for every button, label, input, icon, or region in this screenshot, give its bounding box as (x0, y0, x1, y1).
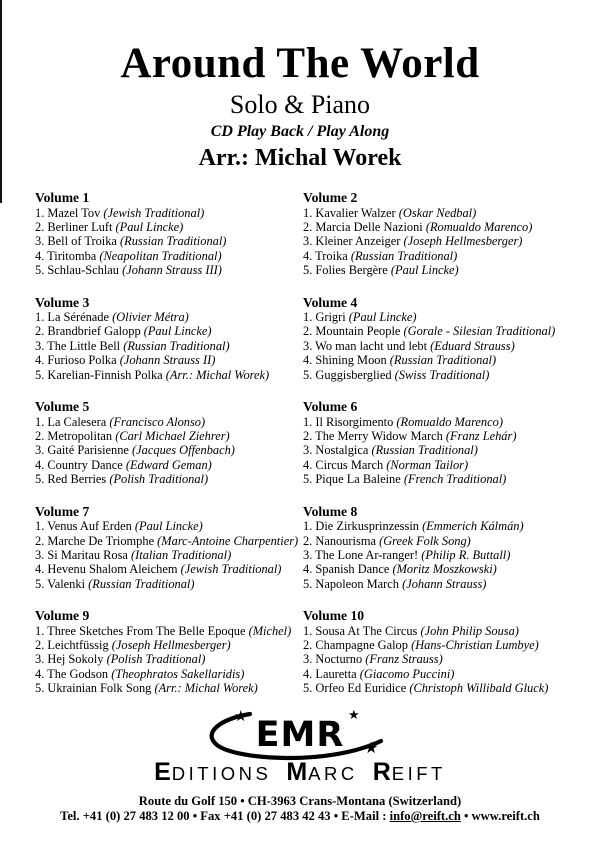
track-credit: (Franz Lehár) (445, 428, 517, 443)
track-title: 2. Leichtfüssig (35, 638, 112, 653)
volume-block-5 (35, 400, 303, 487)
track-title: 4. Troika (303, 248, 351, 263)
track-item (303, 681, 582, 695)
track-item (35, 519, 303, 533)
track-item (303, 415, 582, 429)
track-title: 3. Hej Sokoly (35, 652, 107, 667)
track-item (35, 353, 303, 367)
brand-rest: EIFT (391, 763, 446, 784)
track-title: 4. Tiritomba (35, 248, 100, 263)
emr-logo (195, 706, 405, 766)
track-credit: (Gorale - Silesian Traditional) (403, 324, 556, 339)
track-credit: (Polish Traditional) (106, 652, 206, 667)
track-credit: (Russian Traditional) (123, 338, 230, 353)
track-title: 5. Orfeo Ed Euridice (303, 681, 410, 696)
track-credit: (Olivier Métra) (112, 310, 189, 325)
track-item (303, 472, 582, 486)
track-item (303, 624, 582, 638)
track-title: 4. The Godson (35, 666, 112, 681)
track-item (35, 443, 303, 457)
track-item (35, 310, 303, 324)
track-credit: (Neapolitan Traditional) (99, 248, 222, 263)
volume-heading: Volume 2 (303, 190, 358, 205)
track-title: 1. Die Zirkusprinzessin (303, 519, 423, 534)
track-title: 3. The Lone Ar-ranger! (303, 547, 422, 562)
editions-marc-reift-wordmark (0, 758, 600, 787)
star-icon: ★ (234, 707, 248, 725)
track-credit: (French Traditional) (403, 472, 507, 487)
track-credit: (Norman Tailor) (386, 457, 469, 472)
track-title: 1. Il Risorgimento (303, 414, 397, 429)
track-item (35, 652, 303, 666)
brand-initial: R (372, 758, 392, 786)
track-item (303, 562, 582, 576)
track-credit: (Marc-Antoine Charpentier) (157, 533, 299, 548)
track-item (35, 681, 303, 695)
track-title: 2. Metropolitan (35, 428, 116, 443)
contact-pre: Tel. +41 (0) 27 483 12 00 • Fax +41 (0) 27 483 42 43 • E-Mail : (60, 809, 390, 823)
track-credit: (Polish Traditional) (109, 472, 209, 487)
brand-initial: M (286, 758, 309, 786)
track-item (35, 263, 303, 277)
volume-heading: Volume 7 (35, 503, 90, 519)
track-title: 5. Guggisberglied (303, 367, 395, 382)
track-item (303, 234, 582, 248)
track-item (303, 429, 582, 443)
track-item (35, 548, 303, 562)
track-item (303, 339, 582, 353)
track-item (35, 324, 303, 338)
track-credit: (Paul Lincke) (134, 519, 203, 534)
track-title: 3. Si Maritau Rosa (35, 547, 132, 562)
track-title: 4. Hevenu Shalom Aleichem (35, 562, 181, 577)
volume-block-8 (303, 505, 582, 592)
track-credit: (Joseph Hellmesberger) (403, 234, 523, 249)
track-title: 2. Marche De Triomphe (35, 533, 158, 548)
track-item (303, 206, 582, 220)
track-title: 5. Schlau-Schlau (35, 263, 123, 278)
track-credit: (Carl Michael Ziehrer) (115, 428, 230, 443)
volume-heading: Volume 3 (35, 294, 90, 310)
track-title: 1. Mazel Tov (35, 205, 104, 220)
brand-word-marc (286, 758, 357, 787)
brand-rest: DITIONS (171, 763, 272, 784)
volume-block-1 (35, 191, 303, 278)
track-title: 3. Kleiner Anzeiger (303, 234, 404, 249)
volume-block-9 (35, 609, 303, 696)
track-title: 3. Wo man lacht und lebt (303, 338, 431, 353)
track-item (35, 667, 303, 681)
volume-heading: Volume 8 (303, 503, 358, 519)
track-item (303, 519, 582, 533)
track-item (35, 638, 303, 652)
track-title: 4. Lauretta (303, 666, 360, 681)
track-credit: (Theophratos Sakellaridis) (111, 666, 245, 681)
cd-playback-subtitle: CD Play Back / Play Along (210, 123, 390, 140)
track-credit: (Michel) (248, 623, 292, 638)
track-item (303, 577, 582, 591)
volume-block-7 (35, 505, 303, 592)
track-item (303, 458, 582, 472)
track-credit: (Swiss Traditional) (394, 367, 490, 382)
track-item (303, 548, 582, 562)
page-footer (0, 706, 600, 824)
volumes-grid (35, 191, 582, 714)
track-item (303, 652, 582, 666)
track-credit: (Russian Traditional) (88, 576, 195, 591)
track-item (303, 353, 582, 367)
track-title: 1. La Calesera (35, 414, 110, 429)
track-item (303, 263, 582, 277)
scan-edge-artifact (0, 0, 2, 203)
track-credit: (Giacomo Puccini) (359, 666, 455, 681)
instrumentation-subtitle: Solo & Piano (229, 90, 371, 119)
track-item (303, 443, 582, 457)
track-title: 4. Circus March (303, 457, 387, 472)
track-title: 4. Country Dance (35, 457, 126, 472)
track-title: 2. Mountain People (303, 324, 404, 339)
contact-post: • www.reift.ch (460, 809, 540, 823)
track-credit: (Eduard Strauss) (430, 338, 515, 353)
track-title: 3. Bell of Troika (35, 234, 121, 249)
track-title: 4. Shining Moon (303, 353, 390, 368)
track-title: 2. The Merry Widow March (303, 428, 446, 443)
track-credit: (Johann Strauss II) (119, 353, 216, 368)
volume-block-4 (303, 296, 582, 383)
track-credit: (Russian Traditional) (389, 353, 497, 368)
track-title: 2. Champagne Galop (303, 638, 412, 653)
volume-block-3 (35, 296, 303, 383)
track-title: 3. The Little Bell (35, 338, 124, 353)
volume-heading: Volume 5 (35, 399, 90, 415)
track-title: 1. La Sérénade (35, 310, 113, 325)
track-credit: (John Philip Sousa) (420, 623, 519, 638)
address-line: Route du Golf 150 • CH-3963 Crans-Montana (Switzerland) (138, 794, 462, 808)
volume-block-2 (303, 191, 582, 278)
track-credit: (Greek Folk Song) (379, 533, 471, 548)
volume-heading: Volume 9 (35, 608, 90, 624)
track-item (35, 415, 303, 429)
track-item (303, 324, 582, 338)
email-link[interactable]: info@reift.ch (389, 809, 461, 823)
track-credit: (Paul Lincke) (115, 219, 184, 234)
track-credit: (Italian Traditional) (131, 547, 232, 562)
track-credit: (Franz Strauss) (365, 652, 443, 667)
contact-line (0, 809, 600, 824)
track-credit: (Edward Geman) (125, 457, 212, 472)
track-credit: (Romualdo Marenco) (396, 414, 503, 429)
volume-block-6 (303, 400, 582, 487)
track-title: 1. Grigri (303, 310, 349, 325)
track-title: 1. Kavalier Walzer (303, 205, 399, 220)
track-title: 5. Red Berries (35, 472, 110, 487)
volume-heading: Volume 1 (35, 190, 90, 205)
brand-initial: E (154, 758, 172, 786)
track-title: 5. Ukrainian Folk Song (35, 681, 155, 696)
brand-word-editions (154, 758, 271, 787)
track-title: 5. Napoleon March (303, 576, 403, 591)
track-title: 2. Marcia Delle Nazioni (303, 219, 426, 234)
star-icon: ★ (364, 738, 379, 757)
track-item (35, 339, 303, 353)
track-credit: (Arr.: Michal Worek) (165, 367, 270, 382)
track-item (35, 624, 303, 638)
track-item (35, 220, 303, 234)
track-credit: (Paul Lincke) (143, 324, 212, 339)
track-title: 1. Venus Auf Erden (35, 519, 135, 534)
track-title: 5. Karelian-Finnish Polka (35, 367, 166, 382)
arranger-credit: Arr.: Michal Worek (198, 145, 402, 171)
track-credit: (Jewish Traditional) (103, 205, 205, 220)
track-credit: (Jacques Offenbach) (132, 443, 235, 458)
track-title: 3. Nostalgica (303, 443, 372, 458)
track-item (35, 458, 303, 472)
track-credit: (Johann Strauss III) (122, 263, 222, 278)
track-item (303, 534, 582, 548)
star-icon: ★ (348, 708, 360, 723)
track-title: 5. Valenki (35, 576, 89, 591)
track-title: 5. Pique La Baleine (303, 472, 404, 487)
track-credit: (Paul Lincke) (390, 263, 459, 278)
track-credit: (Romualdo Marenco) (425, 219, 533, 234)
track-credit: (Christoph Willibald Gluck) (409, 681, 549, 696)
track-item (35, 429, 303, 443)
track-title: 2. Nanourisma (303, 533, 380, 548)
track-credit: (Jewish Traditional) (180, 562, 282, 577)
track-item (35, 562, 303, 576)
emr-logo-text: EMR (255, 715, 345, 755)
track-title: 1. Sousa At The Circus (303, 623, 421, 638)
track-item (303, 249, 582, 263)
track-title: 1. Three Sketches From The Belle Epoque (35, 623, 249, 638)
track-credit: (Russian Traditional) (120, 234, 227, 249)
track-title: 4. Furioso Polka (35, 353, 120, 368)
track-item (35, 249, 303, 263)
track-title: 2. Berliner Luft (35, 219, 116, 234)
track-credit: (Joseph Hellmesberger) (111, 638, 231, 653)
track-title: 3. Nocturno (303, 652, 366, 667)
track-item (35, 472, 303, 486)
track-item (303, 310, 582, 324)
track-item (303, 220, 582, 234)
track-credit: (Hans-Christian Lumbye) (411, 638, 539, 653)
track-title: 3. Gaité Parisienne (35, 443, 133, 458)
track-credit: (Francisco Alonso) (109, 414, 206, 429)
volume-heading: Volume 10 (303, 608, 365, 624)
track-item (303, 368, 582, 382)
track-credit: (Russian Traditional) (371, 443, 478, 458)
brand-word-reift (373, 758, 446, 787)
volume-block-10 (303, 609, 582, 696)
brand-rest: ARC (308, 763, 358, 784)
track-item (35, 534, 303, 548)
track-title: 4. Spanish Dance (303, 562, 393, 577)
track-item (303, 638, 582, 652)
track-credit: (Arr.: Michal Worek) (154, 681, 258, 696)
track-item (303, 667, 582, 681)
track-title: 2. Brandbrief Galopp (35, 324, 144, 339)
volume-heading: Volume 6 (303, 399, 358, 415)
track-credit: (Oskar Nedbal) (398, 205, 477, 220)
track-credit: (Emmerich Kálmán) (422, 519, 524, 534)
track-credit: (Philip R. Buttall) (421, 547, 511, 562)
track-credit: (Russian Traditional) (350, 248, 458, 263)
track-item (35, 577, 303, 591)
track-item (35, 206, 303, 220)
track-item (35, 368, 303, 382)
track-credit: (Johann Strauss) (402, 576, 487, 591)
track-title: 5. Folies Bergère (303, 263, 391, 278)
track-item (35, 234, 303, 248)
page-title: Around The World (120, 40, 480, 87)
track-credit: (Moritz Moszkowski) (392, 562, 497, 577)
page-header (0, 0, 600, 170)
volume-heading: Volume 4 (303, 294, 358, 310)
track-credit: (Paul Lincke) (348, 310, 417, 325)
